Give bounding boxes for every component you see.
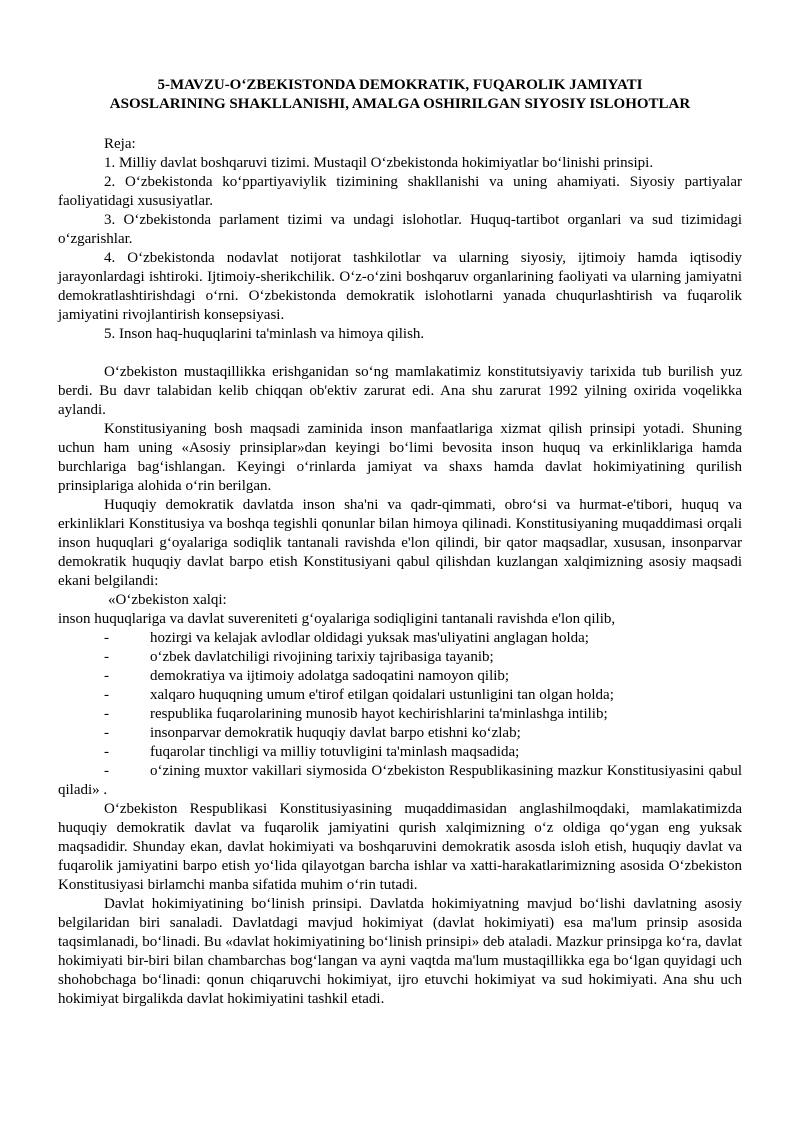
quote-item-text: o‘zining muxtor vakillari siymosida O‘zbekiston Respublikasining mazkur Konstitusiyasini qabul qiladi» . [58, 763, 742, 798]
quote-lead: inson huquqlariga va davlat suvereniteti g‘oyalariga sodiqligini tantanali ravishda e'lon qilib, [58, 611, 616, 627]
dash-marker: - [104, 630, 109, 646]
dash-marker: - [104, 744, 109, 760]
quote-item-text: respublika fuqarolarining munosib hayot kechirishlarini ta'minlashga intilib; [150, 706, 608, 722]
title-line-2: ASOSLARINING SHAKLLANISHI, AMALGA OSHIRILGAN SIYOSIY ISLOHOTLAR [109, 96, 691, 112]
quote-list-item [58, 743, 742, 762]
spacer [58, 344, 742, 363]
title-line-1: 5-MAVZU-O‘ZBEKISTONDA DEMOKRATIK, FUQAROLIK JAMIYATI [157, 77, 643, 93]
quote-list-item [58, 724, 742, 743]
plan-item: 4. O‘zbekistonda nodavlat notijorat tashkilotlar va ularning siyosiy, ijtimoiy hamda iqtisodiy jarayonlardagi ishtiroki. Ijtimoiy-sherikchilik. O‘z-o‘zini boshqaruv organlarining faoliyati va ularning jamiyatni demokratlashtirishdagi o‘rni. O‘zbekistonda demokratik islohotlarni yanada chuqurlashtirish va fuqarolik jamiyatini rivojlantirish konsepsiyasi. [58, 250, 742, 323]
quote-opening: «O‘zbekiston xalqi: [108, 592, 227, 608]
quote-item-text: fuqarolar tinchligi va milliy totuvligini ta'minlash maqsadida; [150, 744, 520, 760]
quote-item-text: o‘zbek davlatchiligi rivojining tarixiy tajribasiga tayanib; [150, 649, 494, 665]
quote-item-text: demokratiya va ijtimoiy adolatga sadoqatini namoyon qilib; [150, 668, 510, 684]
paragraph: Huquqiy demokratik davlatda inson sha'ni va qadr-qimmati, obro‘si va hurmat-e'tibori, huquq va erkinliklari Konstitusiya va boshqa tegishli qonunlar bilan himoya qilinadi. Konstitusiyaning muqaddimasi orqali inson huquqlari g‘oyalariga sodiqlik tantanali ravishda e'lon qilindi, bir qator maqsadlar, xususan, insonparvar demokratik huquqiy davlat barpo etish Konstitusiyani qabul qilishdan kuzlangan xalqimizning asosiy maqsadi ekani belgilandi: [58, 497, 742, 589]
quote-list-item [58, 648, 742, 667]
dash-marker: - [104, 706, 109, 722]
dash-marker: - [104, 649, 109, 665]
quote-item-text: hozirgi va kelajak avlodlar oldidagi yuksak mas'uliyatini anglagan holda; [150, 630, 589, 646]
document-title [58, 76, 742, 114]
quote-list-item [58, 686, 742, 705]
quote-item-text: insonparvar demokratik huquqiy davlat barpo etishni ko‘zlab; [150, 725, 521, 741]
dash-marker: - [104, 668, 109, 684]
quote-item-text: xalqaro huquqning umum e'tirof etilgan qoidalari ustunligini tan olgan holda; [150, 687, 614, 703]
plan-item: 1. Milliy davlat boshqaruvi tizimi. Mustaqil O‘zbekistonda hokimiyatlar bo‘linishi prinsipi. [104, 155, 654, 171]
paragraph: Davlat hokimiyatining bo‘linish prinsipi. Davlatda hokimiyatning mavjud bo‘lishi davlatning asosiy belgilaridan biri sanaladi. Davlatdagi mavjud hokimiyat (davlat hokimiyati) esa ma'lum prinsip asosida taqsimlanadi, bo‘linadi. Bu «davlat hokimiyatining bo‘linish prinsipi» deb ataladi. Mazkur prinsipga ko‘ra, davlat hokimiyati bir-biri bilan chambarchas bog‘langan va ayni vaqtda ma'lum mustaqillikka ega bo‘lgan quyidagi uch shohobchaga bo‘linadi: qonun chiqaruvchi hokimiyat, ijro etuvchi hokimiyat va sud hokimiyati. Ana shu uch hokimiyat birgalikda davlat hokimiyatini tashkil etadi. [58, 896, 742, 1007]
paragraph: O‘zbekiston Respublikasi Konstitusiyasining muqaddimasidan anglashilmoqdaki, mamlakatimizda huquqiy demokratik davlat va fuqarolik jamiyatini qurish xalqimizning o‘z oldiga qo‘ygan eng yuksak maqsadidir. Shunday ekan, davlat hokimiyati va boshqaruvini demokratik asosda isloh etish, huquqiy davlat va fuqarolik jamiyatini barpo etish yo‘lida qilayotgan barcha ishlar va xatti-harakatlarimizning asosida O‘zbekiston Konstitusiyasi birlamchi manba sifatida muhim o‘rin tutadi. [58, 801, 742, 893]
paragraph: O‘zbekiston mustaqillikka erishganidan so‘ng mamlakatimiz konstitutsiyaviy tarixida tub burilish yuz berdi. Bu davr talabidan kelib chiqqan ob'ektiv zarurat edi. Ana shu zarurat 1992 yilning oxirida voqelikka aylandi. [58, 364, 742, 418]
dash-marker: - [104, 725, 109, 741]
body-text [58, 363, 742, 1009]
plan-item: 2. O‘zbekistonda ko‘ppartiyaviylik tizimining shakllanishi va uning ahamiyati. Siyosiy partiyalar faoliyatidagi xususiyatlar. [58, 174, 742, 209]
quote-list-item [58, 705, 742, 724]
quote-list-item [58, 629, 742, 648]
plan-section [58, 135, 742, 344]
dash-marker: - [104, 687, 109, 703]
plan-heading: Reja: [104, 136, 136, 152]
plan-item: 3. O‘zbekistonda parlament tizimi va undagi islohotlar. Huquq-tartibot organlari va sud tizimidagi o‘zgarishlar. [58, 212, 742, 247]
paragraph: Konstitusiyaning bosh maqsadi zaminida inson manfaatlariga xizmat qilish prinsipi yotadi. Shuning uchun ham uning «Asosiy prinsiplar»dan keyingi bo‘limi bevosita inson huquq va erkinliklariga hamda burchlariga bag‘ishlangan. Keyingi o‘rinlarda jamiyat va shaxs hamda davlat hokimiyatining qurilish prinsiplariga alohida o‘rin berilgan. [58, 421, 742, 494]
quote-list-last-item [58, 762, 742, 800]
quote-list-item [58, 667, 742, 686]
dash-marker: - [104, 763, 109, 779]
plan-item: 5. Inson haq-huquqlarini ta'minlash va himoya qilish. [104, 326, 425, 342]
